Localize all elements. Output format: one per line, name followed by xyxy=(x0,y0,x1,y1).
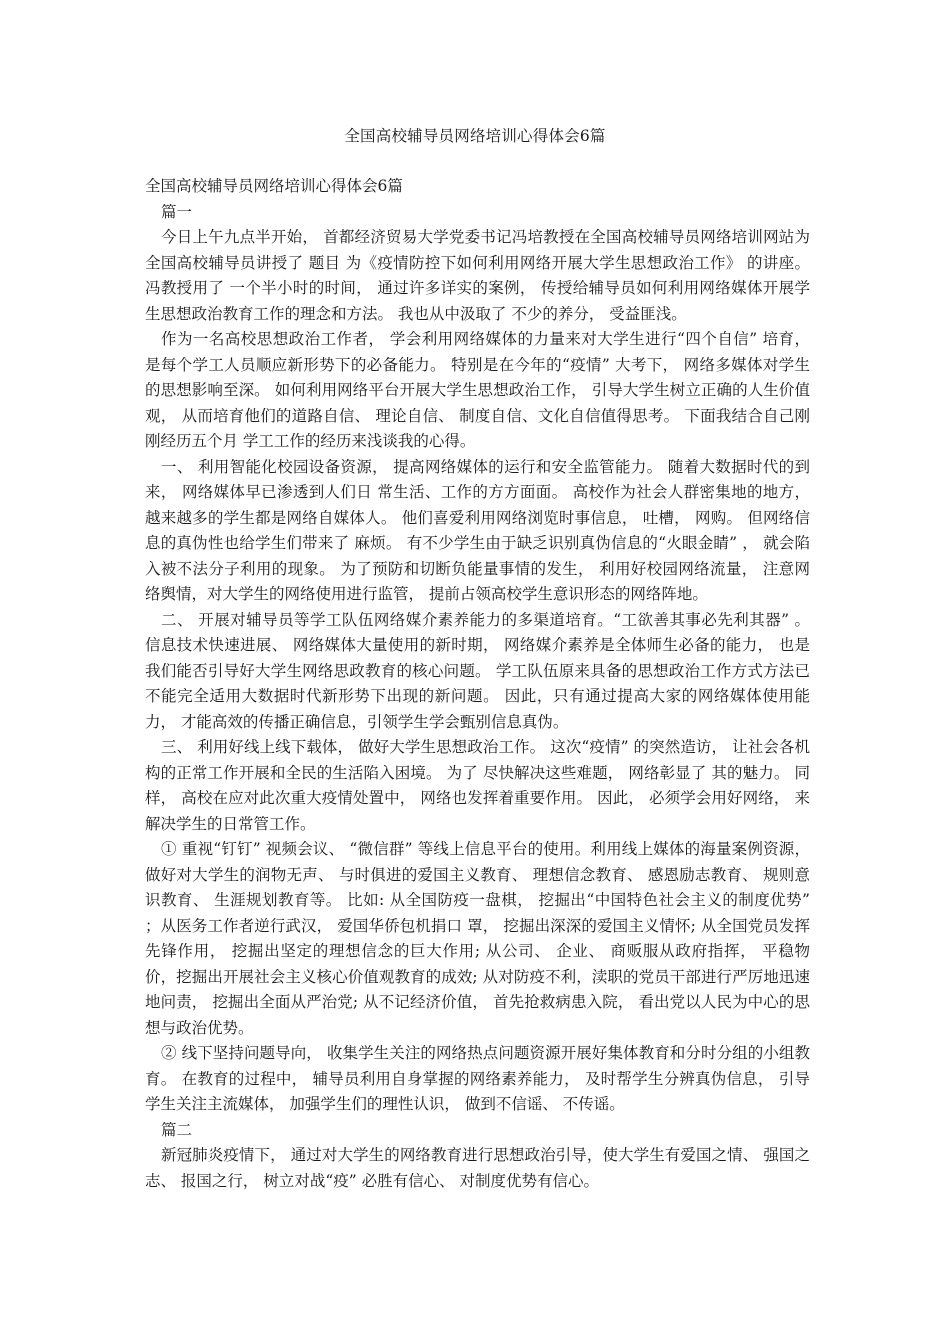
document-subtitle: 全国高校辅导员网络培训心得体会6篇 xyxy=(145,177,403,195)
paragraph: 今日上午九点半开始， 首都经济贸易大学党委书记冯培教授在全国高校辅导员网络培训网站为全国高校辅导员讲授了 题目 为《疫情防控下如何利用网络开展大学生思想政治工作》 的讲座。 冯教授用了 一个半小时的时间， 通过许多详实的案例， 传授给辅导员如何利用网络媒体开展学生思想政治教育工作的理念和方法。 我也从中汲取了 不少的养分， 受益匪浅。 xyxy=(145,228,810,323)
paragraph: 二、 开展对辅导员等学工队伍网络媒介素养能力的多渠道培育。“工欲善其事必先利其器” 。 信息技术快速进展、 网络媒体大量使用的新时期， 网络媒介素养是全体师生必备的能力， 也是我们能否引导好大学生网络思政教育的核心问题。 学工队伍原来具备的思想政治工作方式方法已不能完全适用大数据时代新形势下出现的新问题。 因此，只有通过提高大家的网络媒体使用能力， 才能高效的传播正确信息，引领学生学会甄别信息真伪。 xyxy=(145,610,810,731)
paragraph: 一、 利用智能化校园设备资源， 提高网络媒体的运行和安全监管能力。 随着大数据时代的到来， 网络媒体早已渗透到人们日 常生活、工作的方方面面。 高校作为社会人群密集地的地方， 越来越多的学生都是网络自媒体人。 他们喜爱利用网络浏览时事信息， 吐槽， 网购。 但网络信息的真伪性也给学生们带来了 麻烦。 有不少学生由于缺乏识别真伪信息的“火眼金睛” ， 就会陷入被不法分子利用的现象。 为了预防和切断负能量事情的发生， 利用好校园网络流量， 注意网络舆情，对大学生的网络使用进行监管， 提前占领高校学生意识形态的网络阵地。 xyxy=(145,457,810,603)
paragraph: ② 线下坚持问题导向， 收集学生关注的网络热点问题资源开展好集体教育和分时分组的小组教育。 在教育的过程中， 辅导员利用自身掌握的网络素养能力， 及时帮学生分辨真伪信息， 引导学生关注主流媒体， 加强学生们的理性认识， 做到不信谣、 不传谣。 xyxy=(145,1044,810,1113)
paragraph: 新冠肺炎疫情下， 通过对大学生的网络教育进行思想政治引导，使大学生有爱国之情、 强国之志、 报国之行， 树立对战“疫” 必胜有信心、 对制度优势有信心。 xyxy=(145,1146,810,1190)
section-heading-1: 篇一 xyxy=(161,202,193,221)
document-body xyxy=(145,174,810,1194)
paragraph: 三、 利用好线上线下载体， 做好大学生思想政治工作。 这次“疫情” 的突然造访， 让社会各机构的正常工作开展和全民的生活陷入困境。 为了 尽快解决这些难题， 网络彰显了 其的魅力。 同样， 高校在应对此次重大疫情处置中， 网络也发挥着重要作用。 因此， 必须学会用好网络， 来解决学生的日常管工作。 xyxy=(145,738,810,833)
document-title: 全国高校辅导员网络培训心得体会6篇 xyxy=(344,127,606,145)
paragraph: ① 重视“钉钉” 视频会议、 “微信群” 等线上信息平台的使用。利用线上媒体的海量案例资源， 做好对大学生的润物无声、 与时俱进的爱国主义教育、 理想信念教育、 感恩励志教育、 规则意识教育、 生涯规划教育等。 比如: 从全国防疫一盘棋， 挖掘出“中国特色社会主义的制度优势” ；从医务工作者逆行武汉， 爱国华侨包机捐口 罩， 挖掘出深深的爱国主义情怀; 从全国党员发挥先锋作用， 挖掘出坚定的理想信念的巨大作用; 从公司、 企业、 商贩服从政府指挥， 平稳物价，挖掘出开展社会主义核心价值观教育的成效; 从对防疫不利，渎职的党员干部进行严厉地迅速地问责， 挖掘出全面从严治党; 从不记经济价值， 首先抢救病患入院， 看出党以人民为中心的思想与政治优势。 xyxy=(145,840,810,1037)
section-heading-2: 篇二 xyxy=(161,1120,193,1139)
paragraph: 作为一名高校思想政治工作者， 学会利用网络媒体的力量来对大学生进行“四个自信” 培育， 是每个学工人员顺应新形势下的必备能力。 特别是在今年的“疫情” 大考下， 网络多媒体对学生的思想影响至深。 如何利用网络平台开展大学生思想政治工作， 引导大学生树立正确的人生价值观， 从而培育他们的道路自信、 理论自信、 制度自信、文化自信值得思考。 下面我结合自己刚刚经历五个月 学工工作的经历来浅谈我的心得。 xyxy=(145,330,810,450)
